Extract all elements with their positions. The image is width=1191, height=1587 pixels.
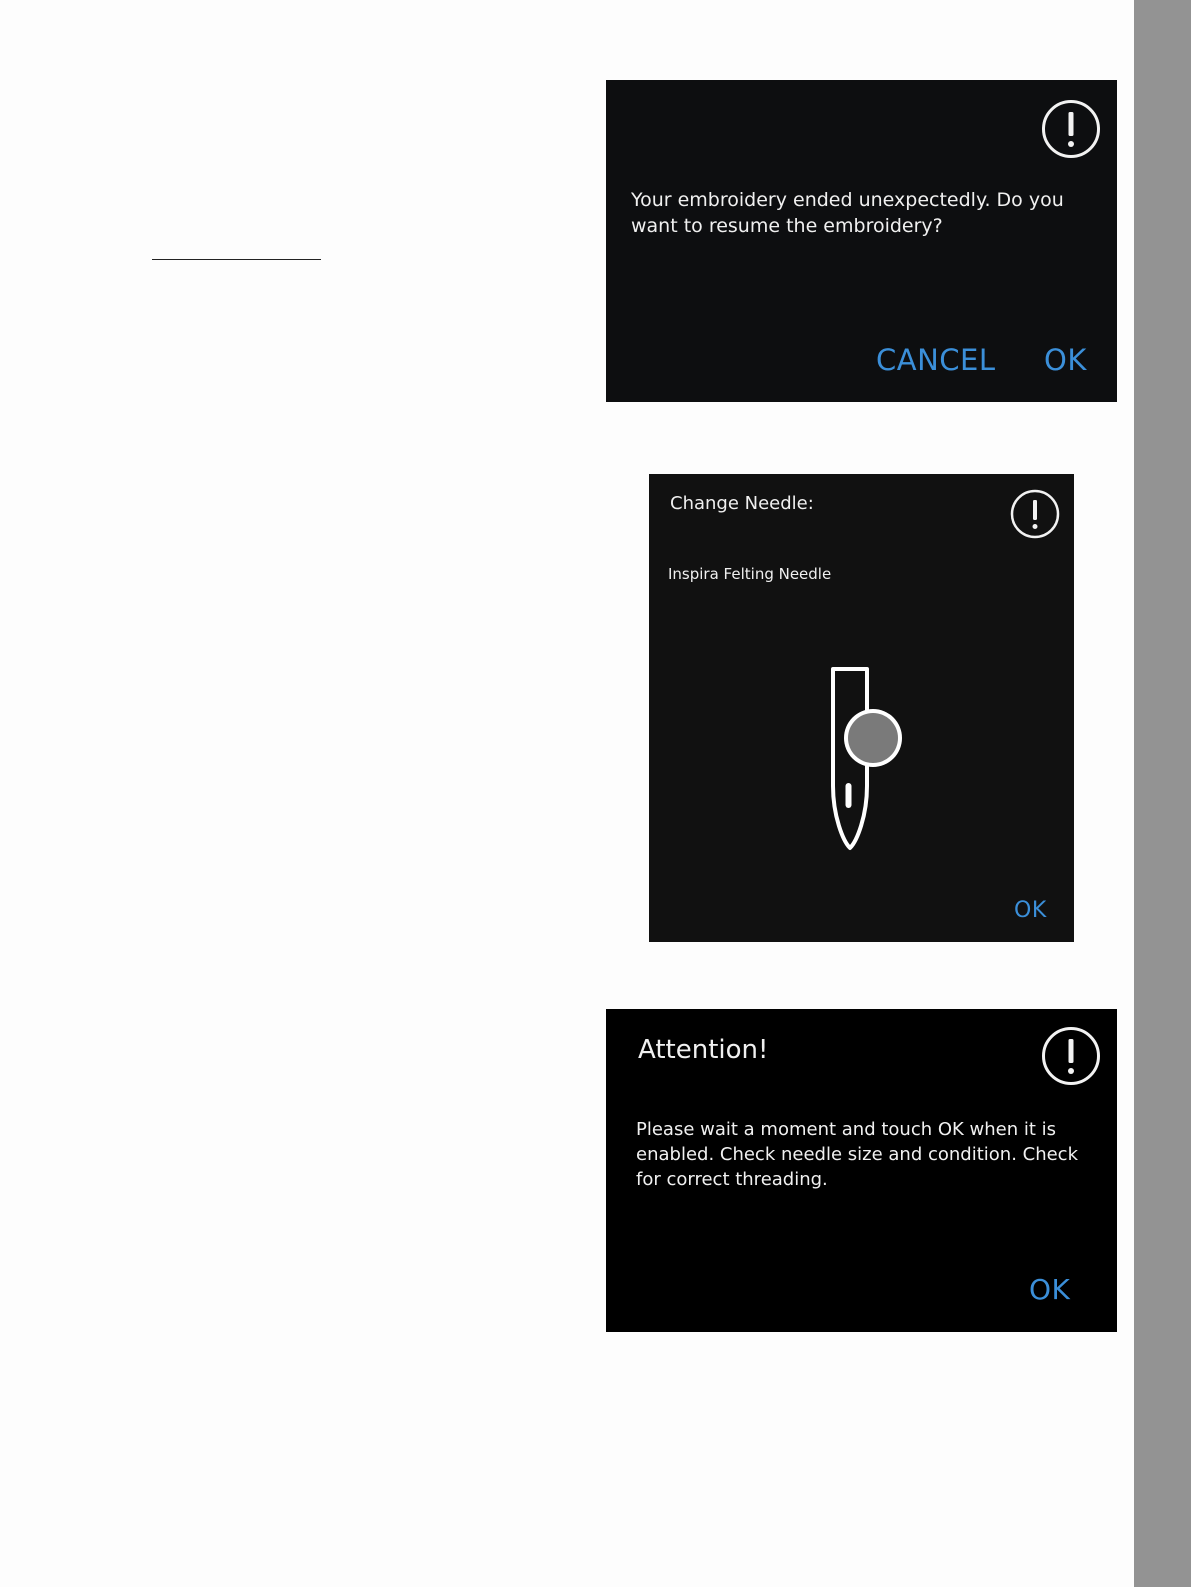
resume-embroidery-dialog — [606, 80, 1117, 402]
ok-button[interactable]: OK — [1014, 898, 1047, 923]
change-needle-dialog — [649, 474, 1074, 942]
exclamation-circle-icon — [1041, 1026, 1101, 1086]
needle-name: Inspira Felting Needle — [668, 565, 832, 583]
page-edge-tab — [1134, 0, 1191, 1587]
felting-needle-icon — [827, 666, 917, 860]
attention-dialog — [606, 1009, 1117, 1332]
dialog-title: Attention! — [638, 1035, 769, 1065]
dialog-message: Please wait a moment and touch OK when it is enabled. Check needle size and condition. Check for correct threading. — [636, 1119, 1079, 1190]
ok-button[interactable]: OK — [1029, 1273, 1071, 1306]
exclamation-circle-icon — [1041, 99, 1101, 159]
exclamation-circle-icon — [1010, 489, 1060, 539]
dialog-title: Change Needle: — [670, 493, 814, 514]
ok-button[interactable]: OK — [1044, 343, 1087, 377]
underline-rule — [152, 259, 321, 260]
dialog-message: Your embroidery ended unexpectedly. Do you want to resume the embroidery? — [631, 189, 1064, 237]
cancel-button[interactable]: CANCEL — [876, 343, 996, 377]
